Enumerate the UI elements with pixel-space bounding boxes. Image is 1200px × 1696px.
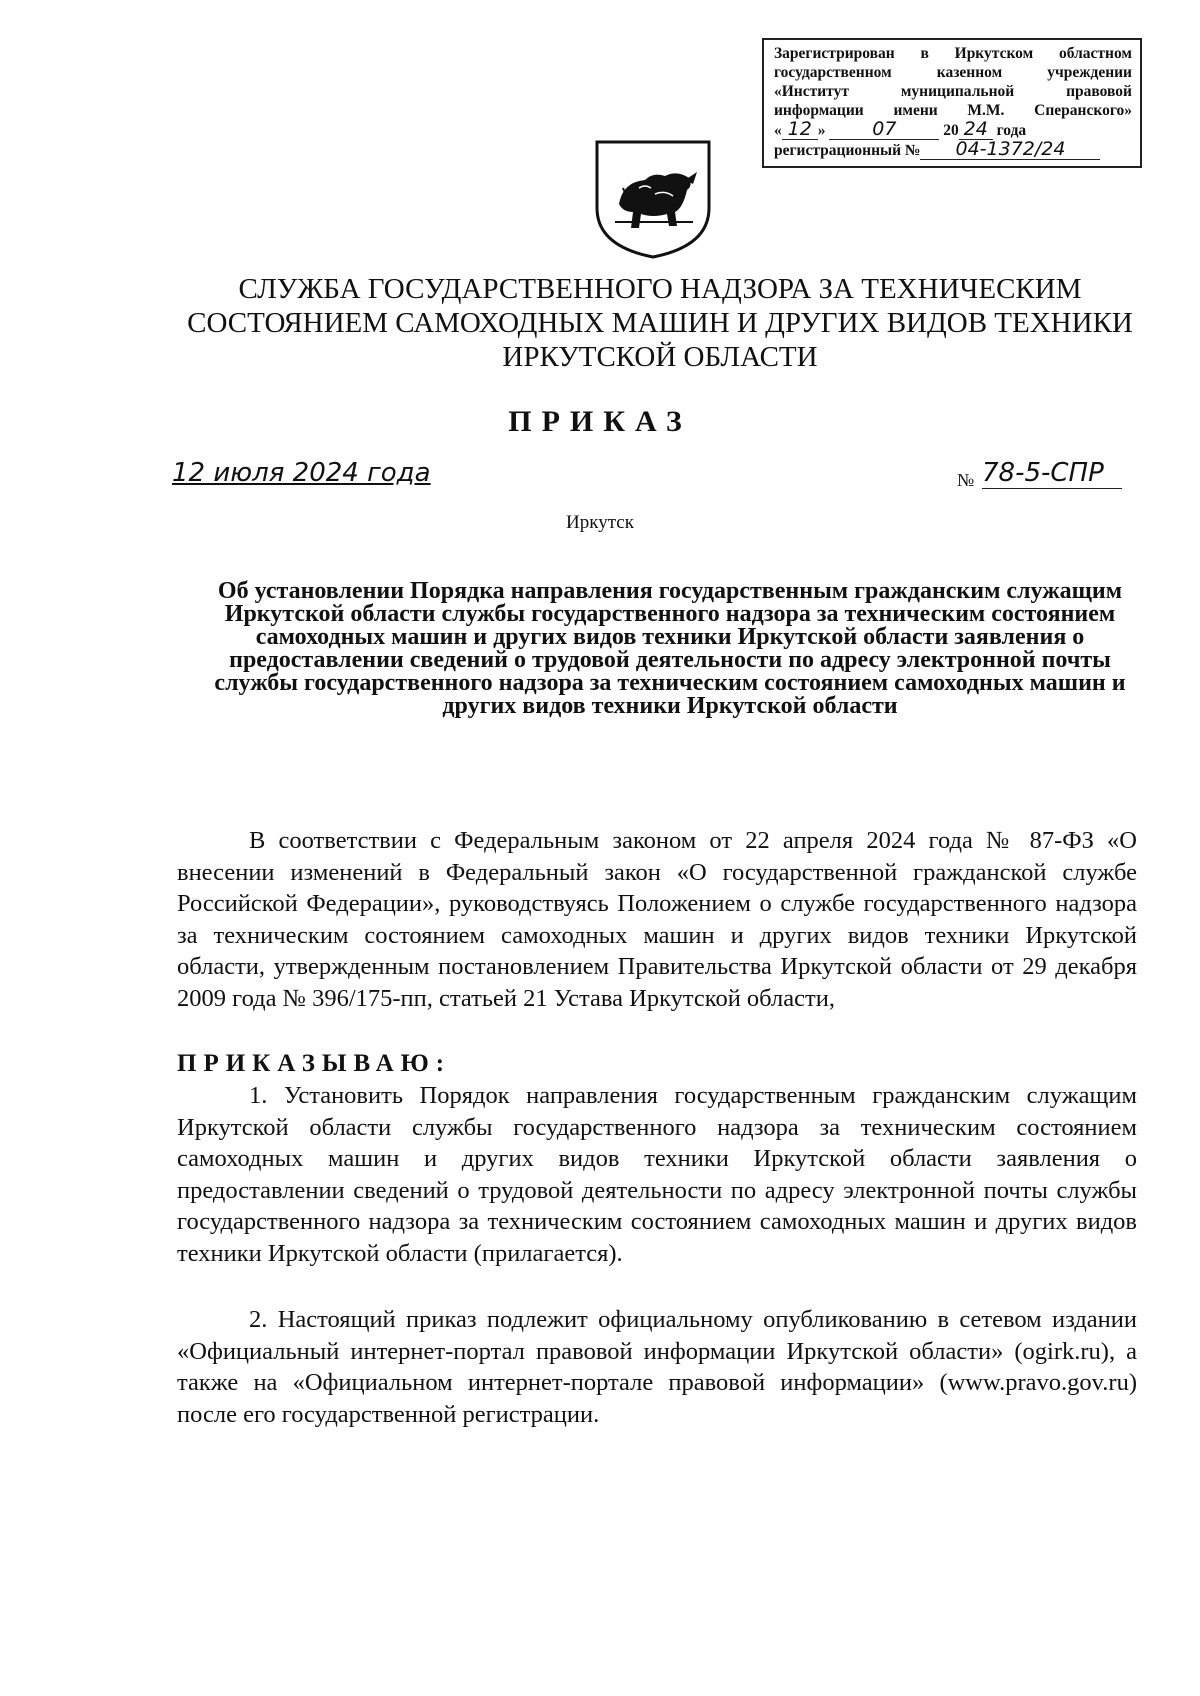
stamp-line: «Институт муниципальной правовой xyxy=(774,83,1132,100)
preamble-text: В соответствии с Федеральным законом от 22 апреля 2024 года № 87-ФЗ «О внесении изменений в Федеральный закон «О государственной гражданской службе Российской Федерации», руководствуясь Положением о службе государственного надзора за техническим состоянием самоходных машин и других видов техники Иркутской области, утвержденным постановлением Правительства Иркутской области от 29 декабря 2009 года № 396/175-пп, статьей 21 Устава Иркутской области, xyxy=(177,827,1137,1012)
order-date: 12 июля 2024 года xyxy=(172,458,431,488)
irkutsk-coat-of-arms-icon xyxy=(593,138,713,260)
stamp-reg-number: 04-1372/24 xyxy=(920,140,1100,160)
stamp-date-row: « 12 » 07 20 24 года xyxy=(774,118,1027,140)
stamp-year-word: года xyxy=(996,122,1027,139)
stamp-day: 12 xyxy=(782,120,818,140)
stamp-line: информации имени М.М. Сперанского» xyxy=(774,102,1132,119)
item-2-text: 2. Настоящий приказ подлежит официальному опубликованию в сетевом издании «Официальный интернет-портал правовой информации Иркутской области» (ogirk.ru), а также на «Официальном интернет-портале правовой информации» (www.pravo.gov.ru) после его государственной регистрации. xyxy=(177,1306,1137,1428)
registration-stamp xyxy=(762,38,1142,168)
stamp-reg-row xyxy=(774,140,1132,160)
item-1-text: 1. Установить Порядок направления государственным гражданским служащим Иркутской области службы государственного надзора за техническим состоянием самоходных машин и других видов техники Иркутской области заявления о предоставлении сведений о трудовой деятельности по адресу электронной почты службы государственного надзора за техническим состоянием самоходных машин и других видов техники Иркутской области (прилагается). xyxy=(177,1082,1137,1267)
order-number-label: № xyxy=(957,470,975,490)
preamble-paragraph xyxy=(177,825,1137,1014)
agency-name-line-3: ИРКУТСКОЙ ОБЛАСТИ xyxy=(502,341,818,373)
order-title: ПРИКАЗ xyxy=(508,405,692,438)
stamp-year-prefix: 20 xyxy=(943,122,959,139)
order-city: Иркутск xyxy=(566,512,634,533)
stamp-line: государственном казенном учреждении xyxy=(774,64,1132,81)
stamp-reg-label: регистрационный № xyxy=(774,142,921,159)
stamp-line: Зарегистрирован в Иркутском областном xyxy=(774,45,1132,62)
order-word xyxy=(177,1048,1137,1080)
item-1-paragraph xyxy=(177,1080,1137,1269)
item-2-paragraph xyxy=(177,1304,1137,1430)
stamp-month: 07 xyxy=(829,120,939,140)
agency-name-line-1: СЛУЖБА ГОСУДАРСТВЕННОГО НАДЗОРА ЗА ТЕХНИЧЕСКИМ xyxy=(238,273,1082,305)
order-number: 78-5-СПР xyxy=(982,458,1122,489)
stamp-year-suffix: 24 xyxy=(959,120,993,140)
order-word-text: ПРИКАЗЫВАЮ: xyxy=(177,1050,452,1077)
agency-name-line-2: СОСТОЯНИЕМ САМОХОДНЫХ МАШИН И ДРУГИХ ВИДОВ ТЕХНИКИ xyxy=(187,307,1133,339)
order-subject: Об установлении Порядка направления государственным гражданским служащим Иркутской области службы государственного надзора за техническим состоянием самоходных машин и других видов техники Иркутской области заявления о предоставлении сведений о трудовой деятельности по адресу электронной почты службы государственного надзора за техническим состоянием самоходных машин и других видов техники Иркутской области xyxy=(214,578,1126,719)
